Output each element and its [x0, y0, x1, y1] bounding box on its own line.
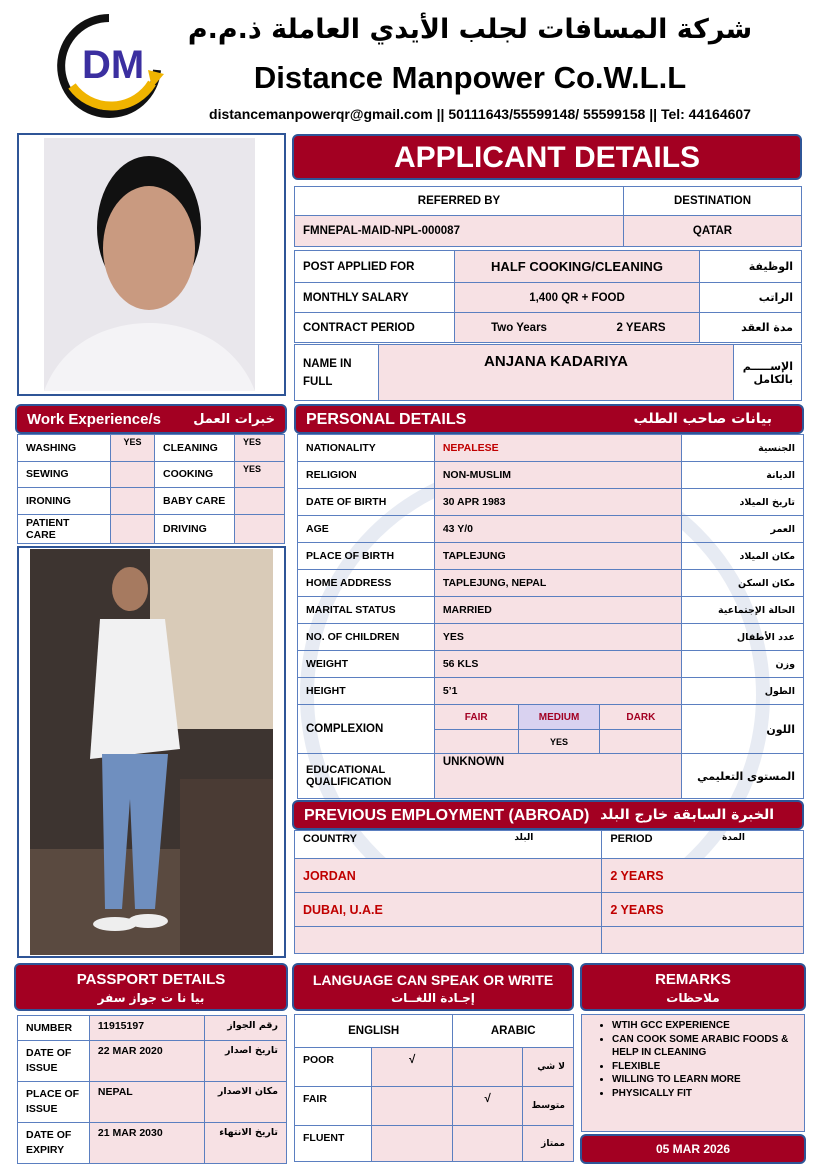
salary-arabic: الراتب	[700, 283, 802, 313]
contract-arabic: مدة العقد	[700, 313, 802, 343]
remarks-list	[582, 1019, 804, 1100]
previous-employment-empty-period	[602, 927, 804, 954]
personal-field-arabic: الديانة	[682, 462, 804, 489]
passport-field-arabic: تاريخ اصدار	[205, 1041, 287, 1082]
remarks-header	[580, 963, 806, 1011]
personal-field-value: NEPALESE	[434, 435, 681, 462]
personal-field-label: MARITAL STATUS	[298, 597, 435, 624]
personal-field-label: PLACE OF BIRTH	[298, 543, 435, 570]
arabic-level-mark: √	[453, 1087, 523, 1126]
english-level-mark	[371, 1087, 453, 1126]
name-arabic: الإســـــم بالكامل	[734, 345, 802, 401]
work-skill-label: DRIVING	[155, 514, 235, 543]
passport-field-value: 22 MAR 2020	[89, 1041, 204, 1082]
english-level-mark: √	[371, 1048, 453, 1087]
passport-field-arabic: تاريخ الانتهاء	[205, 1123, 287, 1164]
work-skill-value	[235, 514, 285, 543]
personal-field-value: YES	[434, 624, 681, 651]
complexion-medium-mark: YES	[518, 730, 600, 754]
personal-field-value: 5’1	[434, 678, 681, 705]
education-value: UNKNOWN	[434, 754, 681, 799]
complexion-medium: MEDIUM	[518, 705, 600, 730]
work-skill-value: YES	[235, 461, 285, 488]
language-arabic: إجـادة اللغــات	[391, 991, 475, 1005]
previous-employment-empty-country	[295, 927, 602, 954]
personal-row	[298, 597, 804, 624]
passport-row	[18, 1016, 287, 1041]
language-row	[295, 1126, 574, 1162]
personal-field-value: TAPLEJUNG	[434, 543, 681, 570]
personal-field-label: DATE OF BIRTH	[298, 489, 435, 516]
destination-label: DESTINATION	[624, 187, 802, 216]
language-level-label: FLUENT	[295, 1126, 372, 1162]
language-header	[292, 963, 574, 1011]
contract-label: CONTRACT PERIOD	[295, 313, 455, 343]
arabic-level-mark	[453, 1048, 523, 1087]
personal-field-arabic: مكان الميلاد	[682, 543, 804, 570]
passport-row	[18, 1041, 287, 1082]
personal-field-value: MARRIED	[434, 597, 681, 624]
post-arabic: الوظيفة	[700, 251, 802, 283]
salary-label: MONTHLY SALARY	[295, 283, 455, 313]
salary-value: 1,400 QR + FOOD	[455, 283, 700, 313]
arabic-level-mark	[453, 1126, 523, 1162]
personal-field-value: NON-MUSLIM	[434, 462, 681, 489]
personal-field-label: NO. OF CHILDREN	[298, 624, 435, 651]
work-experience-arabic: خبرات العمل	[193, 412, 275, 427]
post-value: HALF COOKING/CLEANING	[455, 251, 700, 283]
language-title: LANGUAGE CAN SPEAK OR WRITE	[312, 972, 554, 988]
work-skill-value	[235, 488, 285, 515]
previous-period: 2 YEARS	[602, 893, 804, 927]
personal-field-label: AGE	[298, 516, 435, 543]
education-arabic: المستوى التعليمي	[682, 754, 804, 799]
complexion-fair: FAIR	[434, 705, 518, 730]
complexion-arabic: اللون	[682, 705, 804, 754]
passport-field-label: NUMBER	[18, 1016, 90, 1041]
passport-title: PASSPORT DETAILS	[76, 971, 226, 988]
work-experience-table	[17, 434, 285, 544]
referral-table	[294, 186, 802, 247]
work-skill-value	[111, 488, 155, 515]
remarks-date-bar	[580, 1134, 806, 1164]
contact-line: distancemanpowerqr@gmail.com || 50111643/55599148/ 55599158 || Tel: 44164607	[209, 106, 751, 122]
name-label: NAME IN FULL	[295, 345, 379, 401]
education-label: EDUCATIONAL QUALIFICATION	[298, 754, 435, 799]
work-experience-title: Work Experience/s	[27, 411, 161, 428]
work-row	[18, 514, 285, 543]
passport-row	[18, 1123, 287, 1164]
personal-field-value: 43 Y/0	[434, 516, 681, 543]
company-name-arabic: شركة المسافات لجلب الأيدي العاملة ذ.م.م	[187, 14, 753, 45]
remarks-date: 05 MAR 2026	[655, 1142, 731, 1156]
previous-employment-row	[295, 893, 804, 927]
passport-field-value: NEPAL	[89, 1082, 204, 1123]
passport-field-label: DATE OF EXPIRY	[18, 1123, 90, 1164]
applicant-details-header	[292, 134, 802, 180]
remarks-title: REMARKS	[655, 971, 731, 988]
work-row	[18, 461, 285, 488]
country-label: COUNTRY	[303, 833, 357, 845]
destination-value: QATAR	[624, 216, 802, 247]
personal-field-label: WEIGHT	[298, 651, 435, 678]
english-label: ENGLISH	[295, 1015, 453, 1048]
personal-row	[298, 543, 804, 570]
passport-field-arabic: رقم الجواز	[205, 1016, 287, 1041]
work-skill-value: YES	[111, 435, 155, 462]
full-body-photo-frame	[17, 546, 286, 958]
language-row	[295, 1048, 574, 1087]
remark-item: • FLEXIBLE	[612, 1060, 804, 1074]
contract-value-words: Two Years	[455, 313, 584, 343]
personal-field-label: NATIONALITY	[298, 435, 435, 462]
svg-text:DM: DM	[82, 43, 145, 87]
remark-item: • CAN COOK SOME ARABIC FOODS & HELP IN CLEANING	[612, 1033, 804, 1060]
personal-field-arabic: مكان السكن	[682, 570, 804, 597]
personal-field-label: HEIGHT	[298, 678, 435, 705]
period-label: PERIOD	[610, 833, 653, 845]
personal-field-value: 30 APR 1983	[434, 489, 681, 516]
applicant-details-title: APPLICANT DETAILS	[393, 141, 701, 174]
personal-row	[298, 435, 804, 462]
post-label: POST APPLIED FOR	[295, 251, 455, 283]
previous-employment-table	[294, 830, 804, 954]
remark-item: • WILLING TO LEARN MORE	[612, 1073, 804, 1087]
passport-header	[14, 963, 288, 1011]
contract-value: 2 YEARS	[583, 313, 699, 343]
period-arabic: المدة	[721, 833, 745, 843]
passport-field-value: 11915197	[89, 1016, 204, 1041]
post-table	[294, 250, 802, 343]
personal-field-value: TAPLEJUNG, NEPAL	[434, 570, 681, 597]
complexion-dark-mark	[600, 730, 682, 754]
previous-employment-arabic: الخبرة السابقة خارج البلد	[600, 807, 774, 823]
personal-field-arabic: العمر	[682, 516, 804, 543]
work-experience-header	[15, 404, 287, 434]
previous-country: DUBAI, U.A.E	[295, 893, 602, 927]
previous-employment-row	[295, 859, 804, 893]
language-table	[294, 1014, 574, 1162]
work-row	[18, 435, 285, 462]
work-skill-label: IRONING	[18, 488, 111, 515]
language-level-arabic: لا شي	[522, 1048, 573, 1087]
remarks-arabic: ملاحظات	[666, 991, 720, 1005]
passport-row	[18, 1082, 287, 1123]
personal-row	[298, 624, 804, 651]
personal-field-arabic: عدد الأطفال	[682, 624, 804, 651]
applicant-face-photo	[44, 138, 255, 391]
complexion-label: COMPLEXION	[298, 705, 435, 754]
personal-row	[298, 462, 804, 489]
personal-row	[298, 489, 804, 516]
passport-field-value: 21 MAR 2030	[89, 1123, 204, 1164]
complexion-fair-mark	[434, 730, 518, 754]
referred-by-label: REFERRED BY	[295, 187, 624, 216]
complexion-dark: DARK	[600, 705, 682, 730]
passport-field-label: DATE OF ISSUE	[18, 1041, 90, 1082]
personal-row	[298, 516, 804, 543]
remark-item: • PHYSICALLY FIT	[612, 1087, 804, 1101]
work-skill-label: SEWING	[18, 461, 111, 488]
work-skill-label: COOKING	[155, 461, 235, 488]
work-skill-label: CLEANING	[155, 435, 235, 462]
passport-field-arabic: مكان الاصدار	[205, 1082, 287, 1123]
language-level-label: POOR	[295, 1048, 372, 1087]
language-level-arabic: متوسط	[522, 1087, 573, 1126]
work-skill-label: WASHING	[18, 435, 111, 462]
personal-field-value: 56 KLS	[434, 651, 681, 678]
personal-details-arabic: بيانات صاحب الطلب	[633, 411, 772, 427]
personal-field-arabic: وزن	[682, 651, 804, 678]
language-level-arabic: ممتاز	[522, 1126, 573, 1162]
work-row	[18, 488, 285, 515]
name-table	[294, 344, 802, 401]
personal-field-arabic: الطول	[682, 678, 804, 705]
previous-period: 2 YEARS	[602, 859, 804, 893]
personal-details-table	[297, 434, 804, 799]
company-name-english: Distance Manpower Co.W.L.L	[253, 60, 687, 95]
work-skill-label: BABY CARE	[155, 488, 235, 515]
company-logo	[52, 8, 167, 120]
english-level-mark	[371, 1126, 453, 1162]
previous-employment-title: PREVIOUS EMPLOYMENT (ABROAD)	[304, 807, 590, 824]
personal-field-label: RELIGION	[298, 462, 435, 489]
arabic-label: ARABIC	[453, 1015, 574, 1048]
previous-country: JORDAN	[295, 859, 602, 893]
remark-item: • WTIH GCC EXPERIENCE	[612, 1019, 804, 1033]
passport-arabic: بيا نا ت جواز سفر	[97, 991, 205, 1005]
personal-details-title: PERSONAL DETAILS	[306, 411, 467, 428]
work-skill-value	[111, 514, 155, 543]
full-body-photo	[30, 549, 273, 955]
country-arabic: البلد	[514, 833, 534, 843]
personal-row	[298, 570, 804, 597]
work-skill-value: YES	[235, 435, 285, 462]
remarks-box	[581, 1014, 805, 1132]
full-name-value: ANJANA KADARIYA	[379, 345, 734, 401]
previous-employment-header	[292, 800, 804, 830]
personal-field-arabic: الحالة الإجتماعية	[682, 597, 804, 624]
personal-row	[298, 651, 804, 678]
personal-field-arabic: تاريخ الميلاد	[682, 489, 804, 516]
personal-row	[298, 678, 804, 705]
language-row	[295, 1087, 574, 1126]
personal-field-label: HOME ADDRESS	[298, 570, 435, 597]
referred-by-value: FMNEPAL-MAID-NPL-000087	[295, 216, 624, 247]
personal-details-header	[294, 404, 804, 434]
passport-field-label: PLACE OF ISSUE	[18, 1082, 90, 1123]
language-level-label: FAIR	[295, 1087, 372, 1126]
work-skill-value	[111, 461, 155, 488]
work-skill-label: PATIENT CARE	[18, 514, 111, 543]
passport-table	[17, 1015, 287, 1164]
personal-field-arabic: الجنسية	[682, 435, 804, 462]
applicant-photo-frame	[17, 133, 286, 396]
